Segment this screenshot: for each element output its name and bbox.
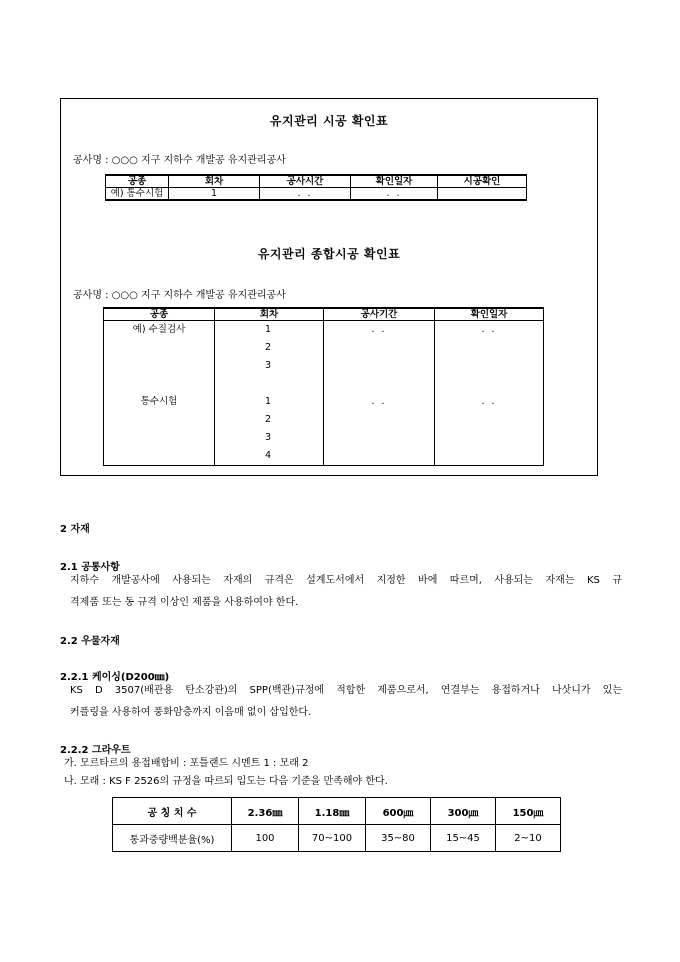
table-row: 3 (104, 429, 544, 447)
section-heading-grout: 2.2.2 그라우트 (60, 745, 131, 756)
header-work-type: 공종 (104, 308, 215, 321)
header-construction-check: 시공확인 (438, 175, 527, 188)
header-work-time: 공사시간 (260, 175, 351, 188)
header-work-period: 공사기간 (324, 308, 435, 321)
table-row: 통수시험 1 . . . . (104, 393, 544, 411)
section-heading-materials: 2 자재 (60, 524, 90, 535)
table-row: 4 (104, 447, 544, 466)
header-check-date: 확인일자 (351, 175, 438, 188)
paragraph-line: 가. 모르타르의 용접배합비 : 포틀랜드 시멘트 1 : 모래 2 (64, 758, 309, 769)
table-row (104, 375, 544, 393)
project-name-1: 공사명 : ○○○ 지구 지하수 개발공 유지관리공사 (73, 155, 286, 166)
form-title-1: 유지관리 시공 확인표 (269, 114, 389, 128)
header-round: 회차 (215, 308, 324, 321)
form-title-2: 유지관리 종합시공 확인표 (257, 247, 401, 261)
section-heading-casing: 2.2.1 케이싱(D200㎜) (60, 672, 170, 683)
header-work-type: 공종 (106, 175, 169, 188)
construction-check-table (105, 174, 527, 201)
sieve-gradation-table (112, 797, 561, 852)
summary-check-table (103, 307, 544, 466)
section-heading-well-materials: 2.2 우물자재 (60, 636, 120, 647)
paragraph-line: 지하수 개발공사에 사용되는 자재의 규격은 설계도서에서 지정한 바에 따르며, 사용되는 자재는 KS 규 (70, 575, 622, 586)
table-row: 공 칭 치 수 2.36㎜ 1.18㎜ 600㎛ 300㎛ 150㎛ (113, 798, 561, 825)
inspection-form-box (60, 98, 598, 476)
paragraph-line: KS D 3507(배관용 탄소강관)의 SPP(백관)규정에 적합한 제품으로서, 연결부는 용접하거나 나삿니가 있는 (70, 685, 622, 696)
table-row: 예) 통수시험 1 . . . . (106, 188, 527, 201)
project-name-2: 공사명 : ○○○ 지구 지하수 개발공 유지관리공사 (73, 290, 286, 301)
table-row: 2 (104, 339, 544, 357)
table-row: 통과중량백분율(%) 100 70~100 35~80 15~45 2~10 (113, 825, 561, 852)
table-row: 3 (104, 357, 544, 375)
paragraph-line: 격제품 또는 동 규격 이상인 제품을 사용하여야 한다. (70, 597, 299, 608)
header-round: 회차 (169, 175, 260, 188)
header-check-date: 확인일자 (435, 308, 544, 321)
table-row: 예) 수질검사 1 . . . . (104, 321, 544, 340)
paragraph-line: 커플링을 사용하여 풍화암층까지 이음매 없이 삽입한다. (70, 707, 312, 718)
section-heading-common: 2.1 공통사항 (60, 562, 120, 573)
paragraph-line: 나. 모래 : KS F 2526의 규정을 따르되 입도는 다음 기준을 만족해야 한다. (64, 776, 388, 787)
table-row: 2 (104, 411, 544, 429)
